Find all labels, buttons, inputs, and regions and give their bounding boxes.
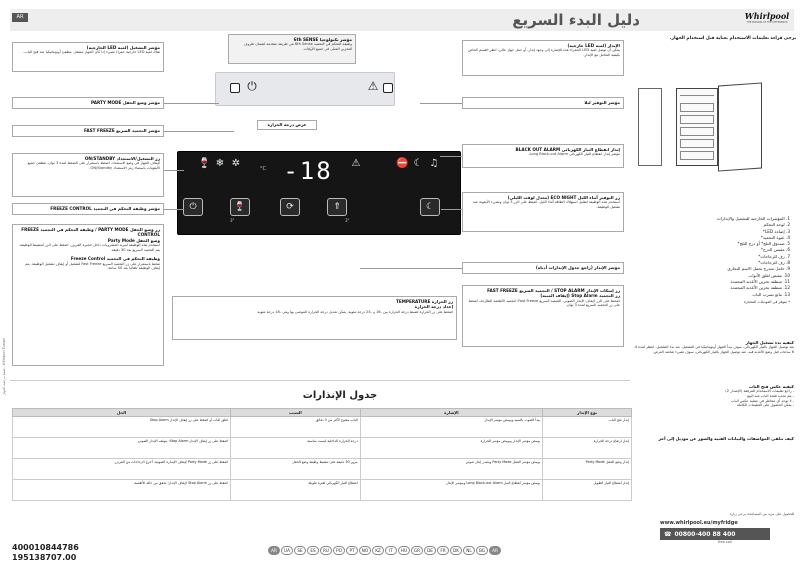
cell-signal: يبدأ الصوت بالتنبيه ويومض مؤشر الإنذار [360, 417, 542, 438]
lang-it[interactable]: IT [385, 546, 397, 555]
cell-type: إنذار انقطاع التيار الطويل [543, 480, 632, 501]
lang-gr[interactable]: GR [411, 546, 423, 555]
cell-type: إنذار وضع الحفل Party Mode [543, 459, 632, 480]
eco-night-button[interactable]: ☾ [420, 198, 440, 216]
warranty-text: للحصول على مزيد من المساعدة، يرجى زيارة [729, 512, 794, 516]
callout-fast-freeze: مؤشر التجميد السريع FAST FREEZE [12, 125, 164, 137]
connector-line [441, 209, 462, 210]
party-mode-icon: 🍷 [198, 158, 211, 169]
party-mode-button[interactable]: 🍷 [230, 198, 250, 216]
connector-line [164, 131, 234, 132]
part-item: 7. رف للزجاجات* [758, 253, 790, 259]
callout-stop-alarm-button: زر إسكات الإنذار STOP ALARM / التجميد السريع FAST FREEZE زر التجميد Stop Alarm (إيقاف المنبه) اضغط على الزر لإيقاف الإنذار الصوتي. التجميد السريع Fast Freeze: لتجميد الأطعمة الطازجة، اضغط على زر التجميد السريع لمدة 3 ثوان. [462, 285, 624, 347]
fast-freeze-button[interactable]: ⇑ [327, 198, 347, 216]
callout-eco-night-button: زر التوفير أثناء الليل ECO NIGHT (معدل لوقت الليلي) استخدم هذه الوظيفة لتقليل استهلاك الطاقة أثناء الليل، اضغط على الزر 3 ثوان وتضيء الأيقونة عند تشغيل الوظيفة. [462, 192, 624, 232]
cell-type: إنذار ارتفاع درجة الحرارة [543, 438, 632, 459]
callout-6th-sense: مؤشر تكنولوجيا 6th SENSE وظيفة التحكم في التجميد 6th Sense هي طريقة متقدمة لضمان ظروف التخزين المثلى في جميع الأوقات. [228, 34, 356, 64]
cell-solution: اضغط على زر إيقاف الإنذار Stop Alarm؛ يتوقف الإنذار الصوتي [13, 438, 231, 459]
part-item: 4. عبوة التجميد* [760, 234, 790, 240]
connector-line [440, 156, 462, 157]
brand-tagline: THE MISSION OF THE DIFFERENCE [746, 21, 788, 24]
phone-number[interactable]: 00800-400 88 400 [674, 530, 736, 538]
web-link[interactable]: www.whirlpool.eu/myfridge [660, 520, 738, 526]
page-title: دليل البدء السريع [512, 11, 640, 29]
part-item: 10. مقبض لغلق الأبواب [748, 272, 790, 278]
fridge-drawing-closed [638, 88, 662, 166]
part-item: 13. مانع تسرب الباب [752, 291, 790, 297]
lang-es[interactable]: ES [307, 546, 319, 555]
cell-cause: انقطاع التيار الكهربائي لفترة طويلة [231, 480, 361, 501]
phone-box [660, 528, 770, 540]
callout-alarm-indicator: مؤشر الإنذار (راجع جدول الإنذارات أدناه) [462, 262, 624, 274]
external-led-square [230, 83, 240, 93]
parts-list [690, 216, 790, 304]
black-out-icon: ⛔ [396, 158, 409, 169]
table-separator [10, 380, 630, 381]
product-code-1: 400010844786 [12, 543, 79, 552]
alarm-table [12, 408, 632, 501]
lang-se[interactable]: SE [294, 546, 306, 555]
press-3s-label-a: 3" [230, 218, 235, 223]
lang-no[interactable]: NO [359, 546, 371, 555]
cell-solution: اضغط على زر Party Mode لإيقاف الإشارة الصوتية، أخرج الزجاجات من الفريزر [13, 459, 231, 480]
alarm-indicator-icon: ⚠ [351, 158, 361, 169]
connector-line [360, 268, 462, 269]
brand-logo [742, 11, 792, 24]
warning-icon: ⚠ [367, 79, 379, 93]
cell-cause: درجة الحرارة الداخلية ليست مناسبة [231, 438, 361, 459]
callout-freeze-control: مؤشر وظيفة التحكم في التجميد FREEZE CONTROL [12, 203, 164, 215]
connector-line [164, 170, 184, 171]
callout-on-standby: زر التشغيل/الاستعداد ON/STANDBY لإيقاف الجهاز في وضع الاستعداد، اضغط باستمرار على الضغط لمدة 3 ثوان. تنطفئ جميع الأيقونات باستثناء رمز الاستعداد ON/Standby. [12, 153, 164, 197]
cell-signal: يومض مؤشر الحفل Party Mode ويصدر إنذار صوتي [360, 459, 542, 480]
col-solution: الحل [13, 409, 231, 417]
lang-bg[interactable]: BG [476, 546, 488, 555]
callout-temp-display: عرض درجة الحرارة [257, 120, 317, 130]
how-to-start: كيفية بدء تشغيل الجهاز بعد توصيل الجهاز بالتيار الكهربائي، سوف يبدأ الجهاز أوتوماتيكيا في التشغيل. بعد بدء التشغيل، انتظر لمدة 4-6 ساعات قبل وضع الأغذية فيه. عند توصيل الجهاز بالتيار الكهربائي، سوف تضيء شاشة العرض. [633, 340, 794, 354]
power-icon: ⏻ [247, 79, 257, 93]
part-item: 9. حامل متدرج يحمل الاسم التجاري [727, 266, 790, 272]
language-selector [268, 546, 638, 555]
table-row [13, 480, 632, 501]
parts-note: * متوفر في الموديلات المختارة [743, 299, 790, 304]
intro-text: يرجى قراءة تعليمات الاستخدام بعناية قبل استخدام الجهاز. [669, 36, 796, 41]
lang-hu[interactable]: HU [398, 546, 410, 555]
temp-unit-label: °C [260, 166, 266, 172]
lang-badge: AR [12, 13, 28, 22]
phone-icon: ☎ [664, 530, 672, 538]
door-reversal: كيفية عكس فتح الباب - راجع تعليمات الاستخدام المرفقة (الإصدار 2) - يتم تحديد فتحة الباب عند البيع - لا توجد أي مخاطر في عملية عكس الباب - يمكن الحصول على التعليمات الكاملة [725, 384, 794, 408]
fridge-drawing-open [676, 88, 718, 166]
lang-de[interactable]: DE [424, 546, 436, 555]
lang-pt[interactable]: PT [346, 546, 358, 555]
callout-temperature-button: زر الحرارة TEMPERATURE إعداد درجة الحرارة اضغط على زر الحرارة لضبط درجة الحرارة بين -16 و -24 درجة مئوية. يمكن تعديل درجة الحرارة الموصى بها وهي -18 درجة مئوية. [172, 296, 457, 340]
callout-alarm-led: الإنذار (لمبة LED خارجية) يمكن أن توصل لمبة LED الحمراء هذه للإشارة إلى وجود إنذار. أو حمل جهاز عالي، انظر القسم الخاص بكيفية التعامل مع الإنذار. [462, 40, 624, 76]
lang-fr[interactable]: FR [437, 546, 449, 555]
lang-dk[interactable]: DK [450, 546, 462, 555]
lang-kz[interactable]: KZ [372, 546, 384, 555]
part-item: 8. رف للزجاجات* [758, 260, 790, 266]
callout-external-led: مؤشر التشغيل (لمبة LED الخارجية) هناك لمبة LED خارجية حمراء تضيء إذا كان الجهاز مشغل. تنطفئ أوتوماتيكيا عند فتح الباب. [12, 42, 164, 72]
alarm-table-title: جدول الإنذارات [302, 390, 378, 401]
callout-party-mode: مؤشر وضع الحفل PARTY MODE [12, 97, 164, 109]
table-row [13, 459, 632, 480]
lang-ar[interactable]: AR [489, 546, 501, 555]
part-item: 3. إضاءة LED* [762, 228, 790, 234]
header-bar [10, 9, 794, 31]
cell-cause: مرور 30 دقيقة على تنشيط وظيفة وضع الحفل [231, 459, 361, 480]
connector-line [420, 103, 462, 104]
temp-display: -18 [283, 157, 333, 185]
part-item: 12. منطقة تخزين الأغذية المجمدة [730, 285, 790, 291]
connector-line [164, 209, 184, 210]
lang-po[interactable]: PO [333, 546, 345, 555]
on-standby-button[interactable]: ⏻ [183, 198, 203, 216]
press-3s-label-b: 3" [345, 218, 350, 223]
free-call-label: free-call [718, 540, 732, 544]
part-item: 5. صندوق الثلج* أو درج الثلج* [737, 241, 790, 247]
fast-freeze-icon: ✲ [231, 158, 241, 169]
brand-name: Whirlpool [744, 11, 790, 21]
fridge-door-drawing [718, 82, 762, 171]
cell-solution: اضغط على زر Stop Alarm لإيقاف الإنذار؛ تحقق من حالة الأطعمة [13, 480, 231, 501]
temperature-button[interactable]: ⟳ [280, 198, 300, 216]
part-item: 6. مقبس الدرج* [760, 247, 790, 253]
lang-ar[interactable]: AR [268, 546, 280, 555]
col-signal: الإشارة [360, 409, 542, 417]
callout-party-button: زر وضع الحفل PARTY MODE / وظيفة التحكم في التجميد FREEZE CONTROL وضع الحفل Party Mode استخدم هذه الوظيفة لتبريد المشروبات داخل حجيرة الفريزر. اضغط على الزر لتنشيط الوظيفة. يتم التجميد السريع بعد 30 دقيقة. وظيفة التحكم في التجميد Freeze Control ضغط باستمرار على زر التجميد السريع Fast Freeze لتشغيل أو إيقاف تشغيل الوظيفة. يتم إيقاف الوظيفة تلقائيا بعد 50 ساعة. [12, 224, 164, 366]
contact-heading: كيف تتلقى المواصفات والبيانات الفنية والصور عن موديل إلى آخر [658, 436, 794, 441]
alarm-led-square [383, 83, 393, 93]
part-item: 1. المؤشرات الخارجية للتشغيل والإنذارات [716, 216, 790, 221]
cell-cause: الباب مفتوح لأكثر من 3 دقائق [231, 417, 361, 438]
cell-signal: يومض مؤشر انقطاع التيار Long Black-out Alarm ومؤشر الإنذار [360, 480, 542, 501]
callout-black-out: إنذار انقطاع التيار الكهربائي BLACK OUT ALARM مؤشر إنذار انقطاع التيار الكهربائي Long Black-out Alarm. [462, 144, 624, 168]
lang-ru[interactable]: RU [320, 546, 332, 555]
cell-signal: يومض مؤشر الإنذار ويومض مؤشر الحرارة [360, 438, 542, 459]
lang-nl[interactable]: NL [463, 546, 475, 555]
col-type: نوع الإنذار [543, 409, 632, 417]
product-code-2: 195138707.00 [12, 553, 77, 562]
stop-alarm-icon: ♫ [429, 158, 439, 169]
table-row [13, 417, 632, 438]
side-note: طبعة مرجعية للجهاز - Whirlpool Europe [2, 338, 6, 395]
six-sense-icon: ❄ [215, 158, 225, 169]
cell-solution: اغلق الباب أو اضغط على زر إيقاف الإنذار Stop Alarm [13, 417, 231, 438]
part-item: 11. منطقة تخزين الأغذية المجمدة [730, 278, 790, 284]
lang-ua[interactable]: UA [281, 546, 293, 555]
table-row [13, 438, 632, 459]
col-cause: السبب [231, 409, 361, 417]
part-item: 2. لوحة التحكم [763, 222, 790, 228]
cell-type: إنذار فتح الباب [543, 417, 632, 438]
connector-line [164, 103, 219, 104]
eco-night-icon: ☾ [413, 158, 423, 169]
callout-eco-indicator: مؤشر التوفير ليلا [462, 97, 624, 109]
